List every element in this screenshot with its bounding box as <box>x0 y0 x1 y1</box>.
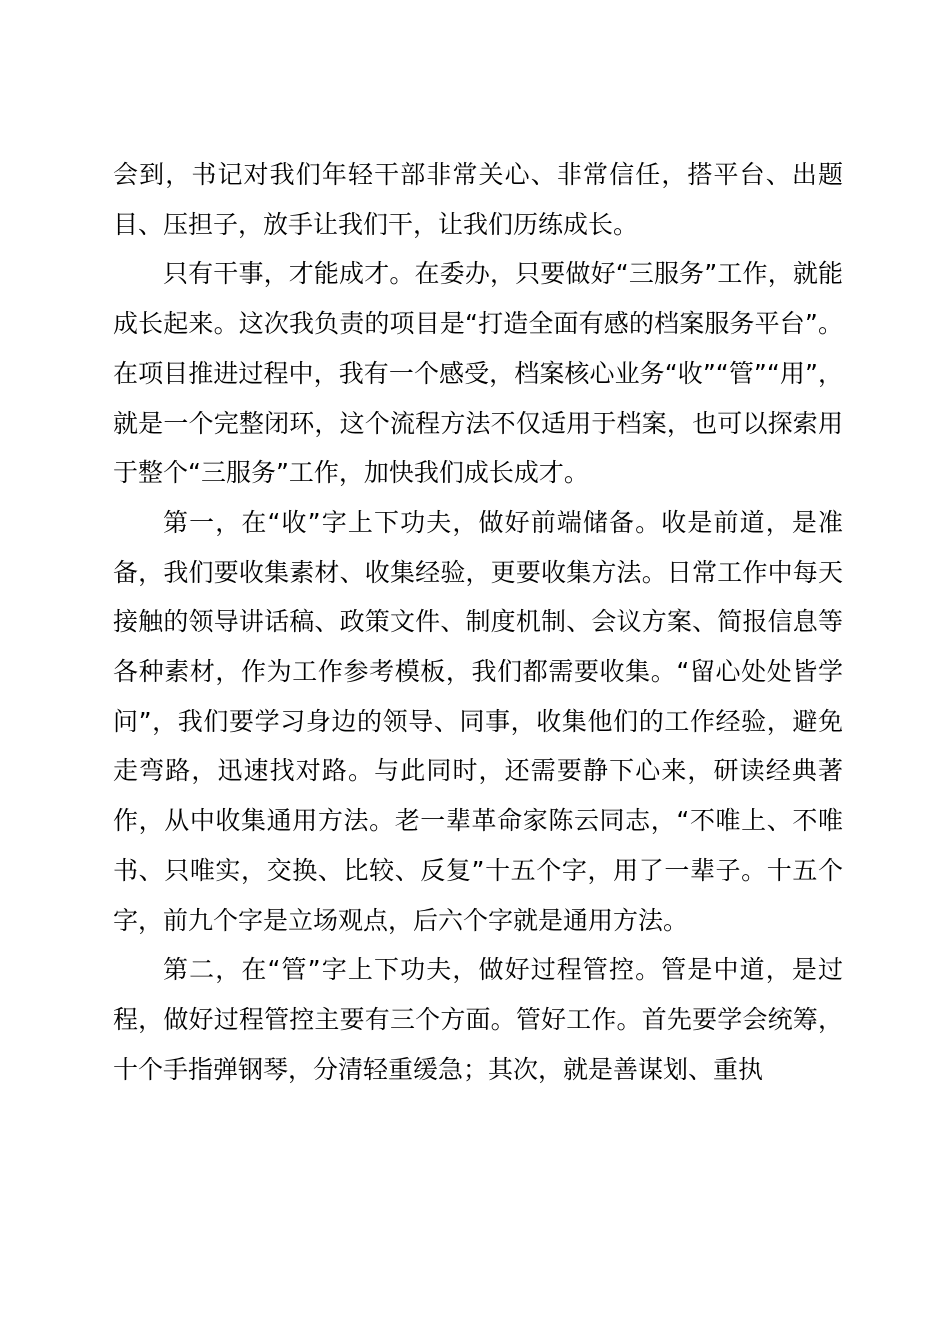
paragraph-collect: 第一，在“收”字上下功夫，做好前端储备。收是前道，是准备，我们要收集素材、收集经验，更要收集方法。日常工作中每天接触的领导讲话稿、政策文件、制度机制、会议方案、简报信息等各种素材，作为工作参考模板，我们都需要收集。“留心处处皆学问”，我们要学习身边的领导、同事，收集他们的工作经验，避免走弯路，迅速找对路。与此同时，还需要静下心来，研读经典著作，从中收集通用方法。老一辈革命家陈云同志，“不唯上、不唯书、只唯实，交换、比较、反复”十五个字，用了一辈子。十五个字，前九个字是立场观点，后六个字就是通用方法。 <box>113 507 843 935</box>
document-body <box>113 150 843 1094</box>
paragraph-manage: 第二，在“管”字上下功夫，做好过程管控。管是中道，是过程，做好过程管控主要有三个方面。管好工作。首先要学会统筹，十个手指弹钢琴，分清轻重缓急；其次，就是善谋划、重执 <box>113 955 843 1084</box>
paragraph-growth: 只有干事，才能成才。在委办，只要做好“三服务”工作，就能成长起来。这次我负责的项目是“打造全面有感的档案服务平台”。在项目推进过程中，我有一个感受，档案核心业务“收”“管”“用”，就是一个完整闭环，这个流程方法不仅适用于档案，也可以探索用于整个“三服务”工作，加快我们成长成才。 <box>113 259 843 488</box>
paragraph-continuation: 会到，书记对我们年轻干部非常关心、非常信任，搭平台、出题目、压担子，放手让我们干，让我们历练成长。 <box>113 160 843 239</box>
